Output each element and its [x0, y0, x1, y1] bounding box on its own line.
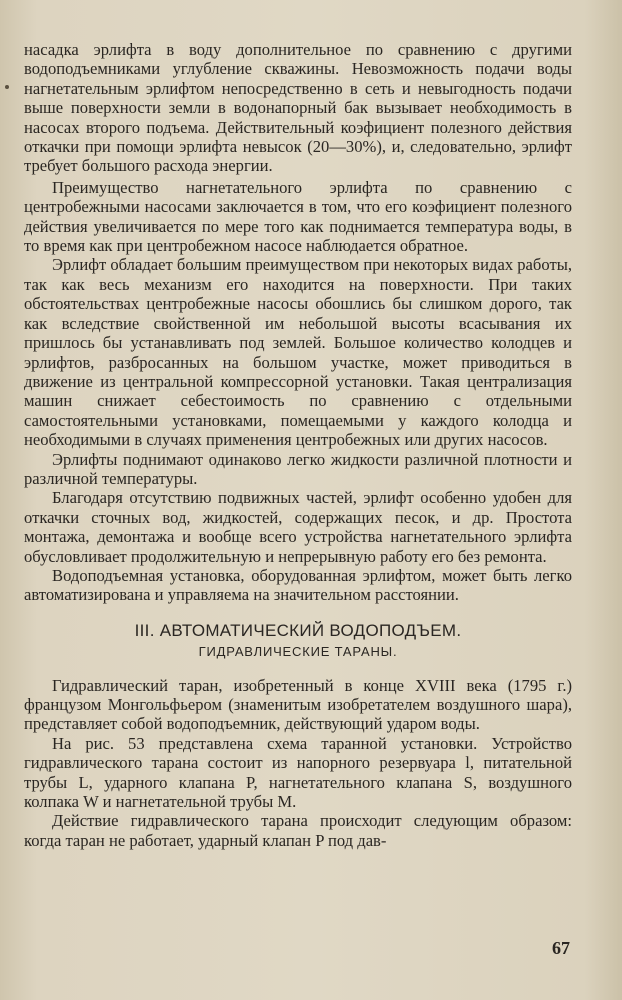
paragraph: Эрлифт обладает большим преимуществом при некоторых видах работы, так как весь механизм его находится на поверхности. При таких обстоятельствах центробежные насосы обошлись бы слишком дорого, так как вследствие свойственной им небольшой высоты всасывания их пришлось бы устанавливать под землей. Большое количество колодцев и эрлифтов, разбросанных на большом участке, может приводиться в движение из центральной компрессорной установки. Такая централизация машин снижает себестоимость по сравнению с отдельными самостоятельными установками, помещаемыми у каждого колодца и необходимыми в случаях применения центробежных или других насосов. [24, 255, 572, 450]
section-heading: III. АВТОМАТИЧЕСКИЙ ВОДОПОДЪЕМ. [134, 620, 462, 640]
paragraph: Преимущество нагнетательного эрлифта по сравнению с центробежными насосами заключается в том, что его коэфициент полезного действия увеличивается по мере того как поднимается температура воды, в то время как при центробежном насосе наблюдается обратное. [24, 177, 572, 256]
section-subheading: ГИДРАВЛИЧЕСКИЕ ТАРАНЫ. [198, 644, 398, 660]
paragraph: Благодаря отсутствию подвижных частей, эрлифт особенно удобен для откачки сточных вод, жидкостей, содержащих песок, и др. Простота монтажа, демонтажа и вообще всего устройства нагнетательного эрлифта обусловливает продолжительную и непрерывную работу его без ремонта. [24, 488, 572, 566]
page-number: 67 [552, 938, 570, 958]
paragraph: Действие гидравлического тарана происходит следующим образом: когда таран не работает, ударный клапан P под дав- [24, 811, 572, 850]
paragraph: Гидравлический таран, изобретенный в конце XVIII века (1795 г.) французом Монгольфьером (знаменитым изобретателем воздушного шара), представляет собой водоподъемник, действующий ударом воды. [24, 675, 572, 734]
paragraph: Водоподъемная установка, оборудованная эрлифтом, может быть легко автоматизирована и управляема на значительном расстоянии. [24, 565, 572, 605]
paragraph: На рис. 53 представлена схема таранной установки. Устройство гидравлического тарана состоит из напорного резервуара l, питательной трубы L, ударного клапана P, нагнетательного клапана S, воздушного колпака W и нагнетательной трубы M. [24, 733, 572, 812]
paragraph: насадка эрлифта в воду дополнительное по сравнению с другими водоподъемниками углубление скважины. Невозможность подачи воды нагнетательным эрлифтом непосредственно в сеть и невыгодность подачи выше поверхности земли в водонапорный бак вызывает необходимость в насосах второго подъема. Действительный коэфициент полезного действия откачки при помощи эрлифта невысок (20—30%), и, следовательно, эрлифт требует большого расхода энергии. [24, 40, 572, 176]
page-text [24, 40, 572, 850]
paragraph: Эрлифты поднимают одинаково легко жидкости различной плотности и различной температуры. [24, 449, 572, 488]
ink-spot [5, 85, 9, 89]
